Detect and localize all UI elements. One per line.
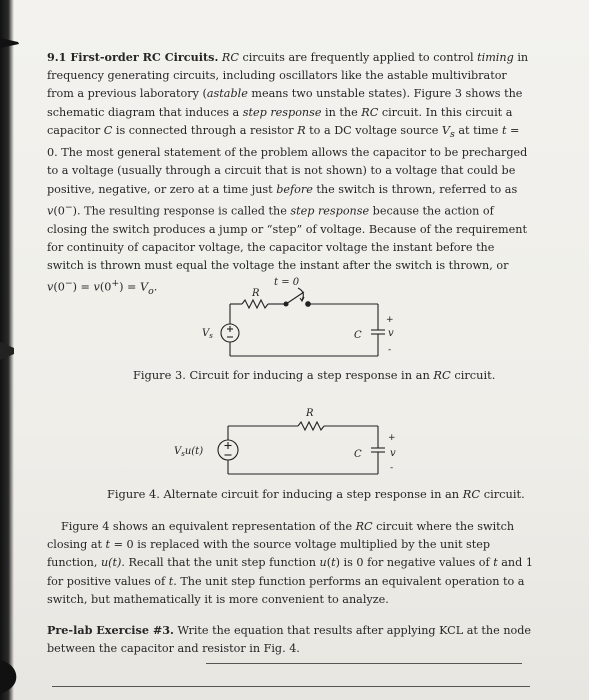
resistor-symbol xyxy=(242,300,268,308)
prelab-label: Pre-lab Exercise #3. xyxy=(47,623,174,637)
binder-hole-mark-icon xyxy=(0,36,22,50)
capacitor-label: C xyxy=(354,449,362,460)
binder-hole-mark-icon xyxy=(0,656,20,696)
output-voltage-label: v xyxy=(390,448,396,459)
source-label: $V_su(t)$ xyxy=(174,446,204,458)
resistor-label: R xyxy=(306,408,314,419)
figure-3-caption: Figure 3. Circuit for inducing a step response in an RC circuit. xyxy=(133,368,496,382)
output-minus-sign: - xyxy=(390,463,394,473)
resistor-label: R xyxy=(252,288,260,299)
switch-time-label: t = 0 xyxy=(274,277,300,288)
prelab-exercise: Pre-lab Exercise #3. Write the equation that results after applying KCL at the node between the capacitor and resistor in Fig. 4. xyxy=(47,623,532,656)
capacitor-label: C xyxy=(354,330,362,341)
switch-contact xyxy=(306,302,311,307)
output-plus-sign: + xyxy=(388,433,396,443)
section-title: 9.1 First-order RC Circuits. xyxy=(47,50,219,64)
switch-blade xyxy=(286,292,304,304)
answer-line[interactable] xyxy=(52,686,530,687)
figure-4-circuit-diagram xyxy=(174,402,410,480)
section-paragraph: 9.1 First-order RC Circuits. RC circuits are frequently applied to control timing in frequency generating circuits, including oscillators like the astable multivibrator from a previous laboratory (astable means two unstable states). Figure 3 shows the schematic diagram that induces a step response in the RC circuit. In this circuit a capacitor C is connected through a resistor R to a DC voltage source $V_s$ at time t = 0. The most general statement of the problem allows the capacitor to be precharged to a voltage (usually through a circuit that is not shown) to a voltage that could be positive, negative, or zero at a time just before the switch is thrown, referred to as v(0−). The resulting response is called the step response because the action of closing the switch produces a jump or “step” of voltage. Because of the requirement for continuity of capacitor voltage, the capacitor voltage the instant before the switch is thrown must equal the voltage the instant after the switch is thrown, or $v(0^-) = v(0^+) = V_o$. xyxy=(47,50,529,298)
figure-3-circuit-diagram xyxy=(180,276,400,368)
output-minus-sign: - xyxy=(388,345,392,355)
binder-clip-mark-icon xyxy=(0,338,18,364)
unit-step-paragraph: Figure 4 shows an equivalent representation of the RC circuit where the switch closing at t = 0 is replaced with the source voltage multiplied by the unit step function, u(t). Recall that the unit step function u(t) is 0 for negative values of t and 1 for positive values of t. The unit step function performs an equivalent operation to a switch, but mathematically it is more convenient to analyze. xyxy=(47,520,533,606)
resistor-symbol xyxy=(298,422,324,430)
figure-4-caption: Figure 4. Alternate circuit for inducing a step response in an RC circuit. xyxy=(107,487,525,501)
output-voltage-label: v xyxy=(388,328,394,339)
answer-line[interactable] xyxy=(206,663,522,664)
source-label: $V_s$ xyxy=(202,328,213,340)
output-plus-sign: + xyxy=(386,315,394,325)
